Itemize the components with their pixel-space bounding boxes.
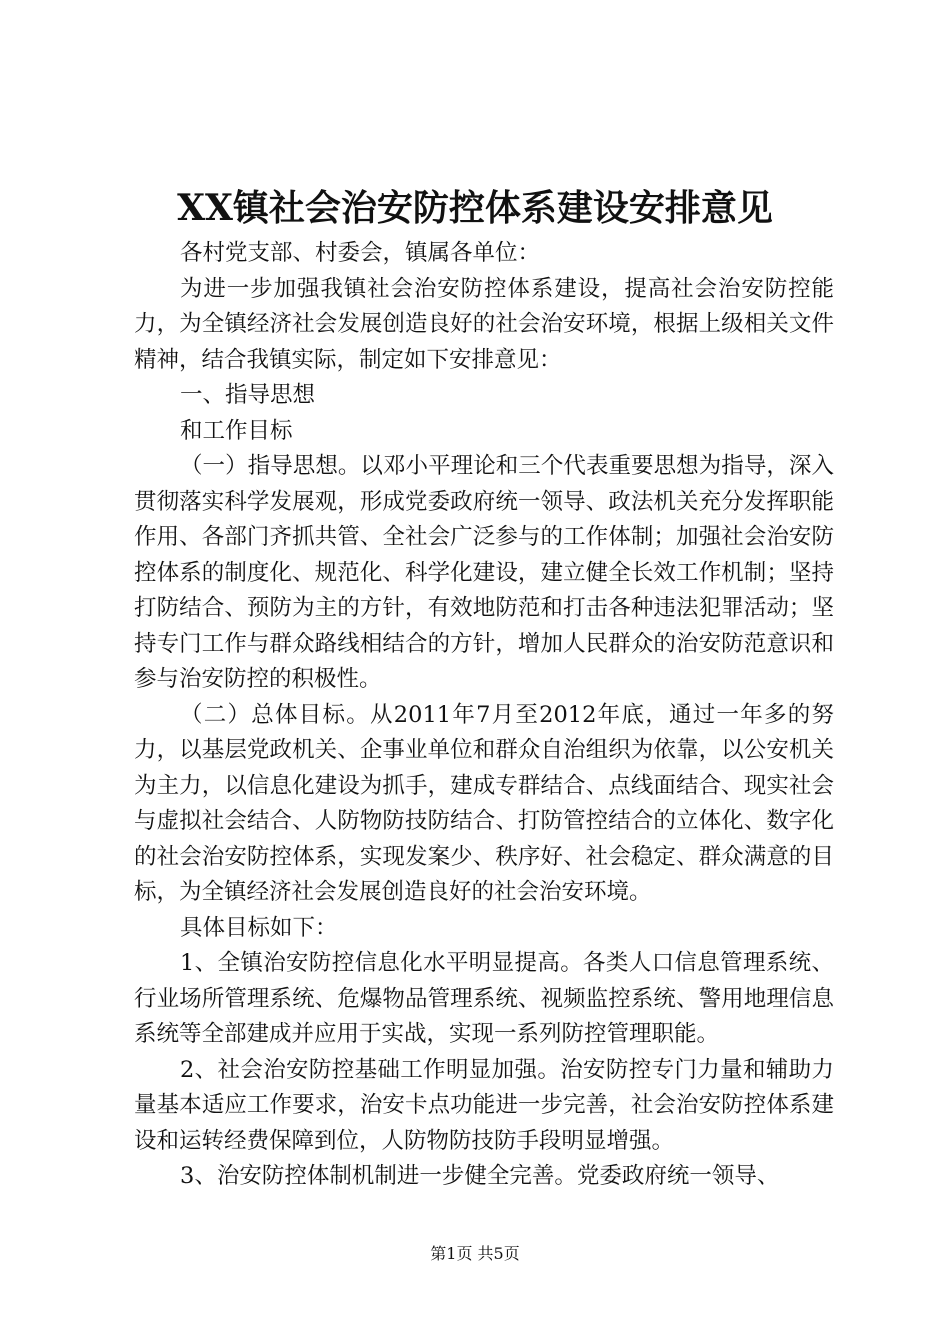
document-title: XX镇社会治安防控体系建设安排意见 [177,187,773,229]
page-number-footer: 第1页 共5页 [430,1244,520,1263]
section-heading-1: 一、指导思想 [180,382,316,408]
goal-item-2: 2、社会治安防控基础工作明显加强。治安防控专门力量和辅助力量基本适应工作要求，治安卡点功能进一步完善，社会治安防控体系建设和运转经费保障到位，人防物防技防手段明显增强。 [134,1056,834,1154]
goal-item-3: 3、治安防控体制机制进一步健全完善。党委政府统一领导、 [180,1163,780,1189]
specific-goals-heading: 具体目标如下： [180,914,338,941]
salutation: 各村党支部、村委会，镇属各单位： [180,240,541,266]
goal-item-1: 1、全镇治安防控信息化水平明显提高。各类人口信息管理系统、行业场所管理系统、危爆物品管理系统、视频监控系统、警用地理信息系统等全部建成并应用于实战，实现一系列防控管理职能。 [134,950,834,1047]
intro-paragraph: 为进一步加强我镇社会治安防控体系建设，提高社会治安防控能力，为全镇经济社会发展创造良好的社会治安环境，根据上级相关文件精神，结合我镇实际，制定如下安排意见： [134,275,834,373]
document-body [134,236,834,1195]
paragraph-overall-goal: （二）总体目标。从2011年7月至2012年底，通过一年多的努力，以基层党政机关、企事业单位和群众自治组织为依靠，以公安机关为主力，以信息化建设为抓手，建成专群结合、点线面结合、现实社会与虚拟社会结合、人防物防技防结合、打防管控结合的立体化、数字化的社会治安防控体系，实现发案少、秩序好、社会稳定、群众满意的目标，为全镇经济社会发展创造良好的社会治安环境。 [134,701,834,905]
paragraph-guiding-ideology: （一）指导思想。以邓小平理论和三个代表重要思想为指导，深入贯彻落实科学发展观，形成党委政府统一领导、政法机关充分发挥职能作用、各部门齐抓共管、全社会广泛参与的工作体制；加强社会治安防控体系的制度化、规范化、科学化建设，建立健全长效工作机制；坚持打防结合、预防为主的方针，有效地防范和打击各种违法犯罪活动；坚持专门工作与群众路线相结合的方针，增加人民群众的治安防范意识和参与治安防控的积极性。 [134,453,834,692]
section-heading-1-continued: 和工作目标 [180,417,293,444]
